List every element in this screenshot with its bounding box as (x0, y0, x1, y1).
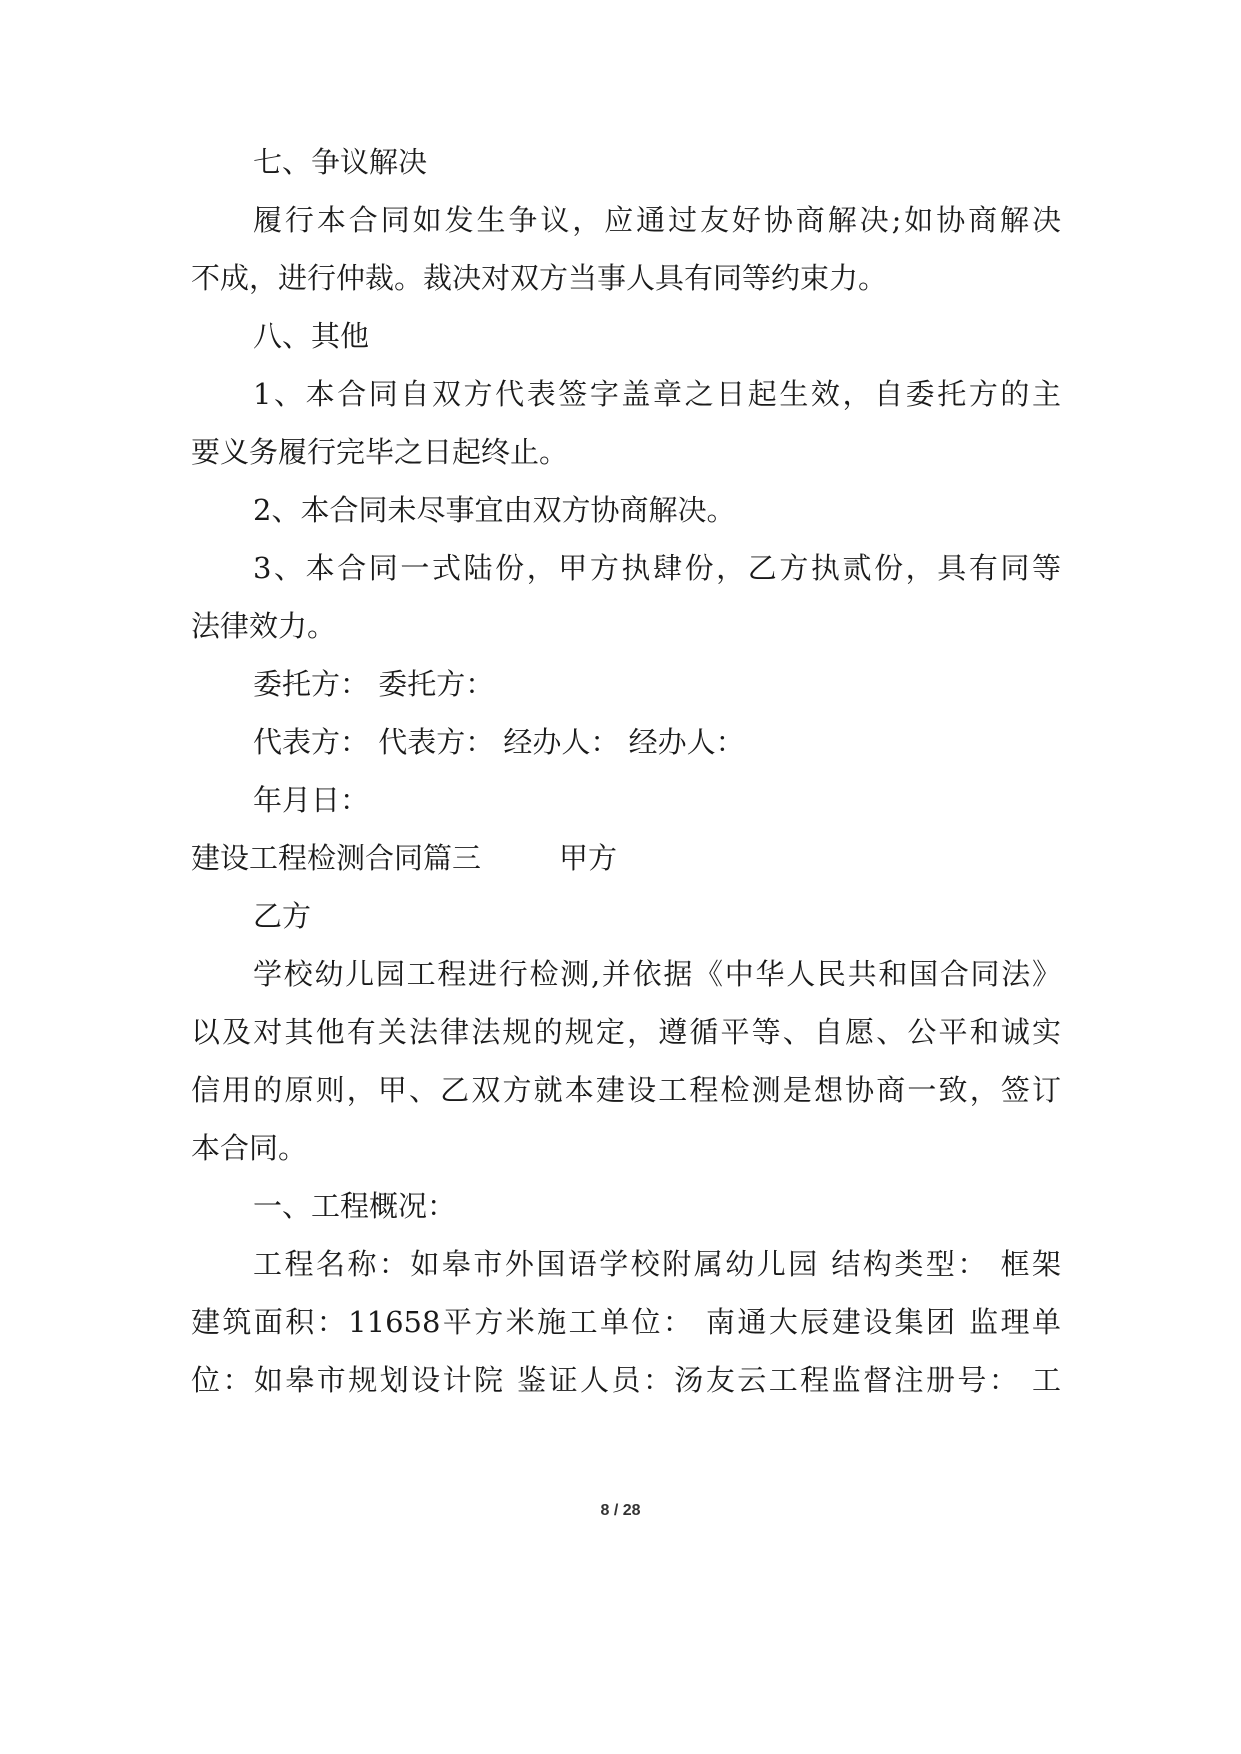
contract-section-heading (191, 838, 1061, 878)
signature-line-client: 委托方： 委托方： (253, 667, 495, 701)
section-heading-dispute: 七、争议解决 (253, 145, 428, 179)
page-number: 8 / 28 (600, 1502, 641, 1519)
paragraph-line: 位：如皋市规划设计院 鉴证人员：汤友云工程监督注册号： 工 (191, 1363, 1061, 1397)
signature-line-date: 年月日： (253, 783, 370, 817)
section-heading-overview: 一、工程概况： (253, 1189, 457, 1223)
paragraph-line: 不成，进行仲裁。裁决对双方当事人具有同等约束力。 (191, 261, 888, 295)
signature-line-representative: 代表方： 代表方： 经办人： 经办人： (253, 725, 745, 759)
paragraph-line: 要义务履行完毕之日起终止。 (191, 435, 569, 469)
paragraph-line: 2、本合同未尽事宜由双方协商解决。 (253, 493, 736, 527)
paragraph-line: 1、本合同自双方代表签字盖章之日起生效，自委托方的主 (253, 377, 1061, 411)
paragraph-line: 信用的原则，甲、乙双方就本建设工程检测是想协商一致，签订 (191, 1073, 1061, 1107)
paragraph-line: 法律效力。 (191, 609, 337, 643)
paragraph-line: 以及对其他有关法律法规的规定，遵循平等、自愿、公平和诚实 (191, 1015, 1061, 1049)
paragraph-line: 工程名称：如皋市外国语学校附属幼儿园 结构类型： 框架 (253, 1247, 1061, 1281)
party-b-label: 乙方 (253, 899, 312, 933)
paragraph-line: 学校幼儿园工程进行检测,并依据《中华人民共和国合同法》 (253, 957, 1061, 991)
paragraph-line: 本合同。 (191, 1131, 308, 1165)
contract-title: 建设工程检测合同篇三 (191, 841, 482, 875)
paragraph-line: 3、本合同一式陆份，甲方执肆份，乙方执贰份，具有同等 (253, 551, 1061, 585)
paragraph-line: 建筑面积：11658平方米施工单位： 南通大辰建设集团 监理单 (191, 1305, 1061, 1339)
section-heading-other: 八、其他 (253, 319, 370, 353)
paragraph-line: 履行本合同如发生争议，应通过友好协商解决;如协商解决 (253, 203, 1061, 237)
party-a-label: 甲方 (559, 841, 618, 875)
